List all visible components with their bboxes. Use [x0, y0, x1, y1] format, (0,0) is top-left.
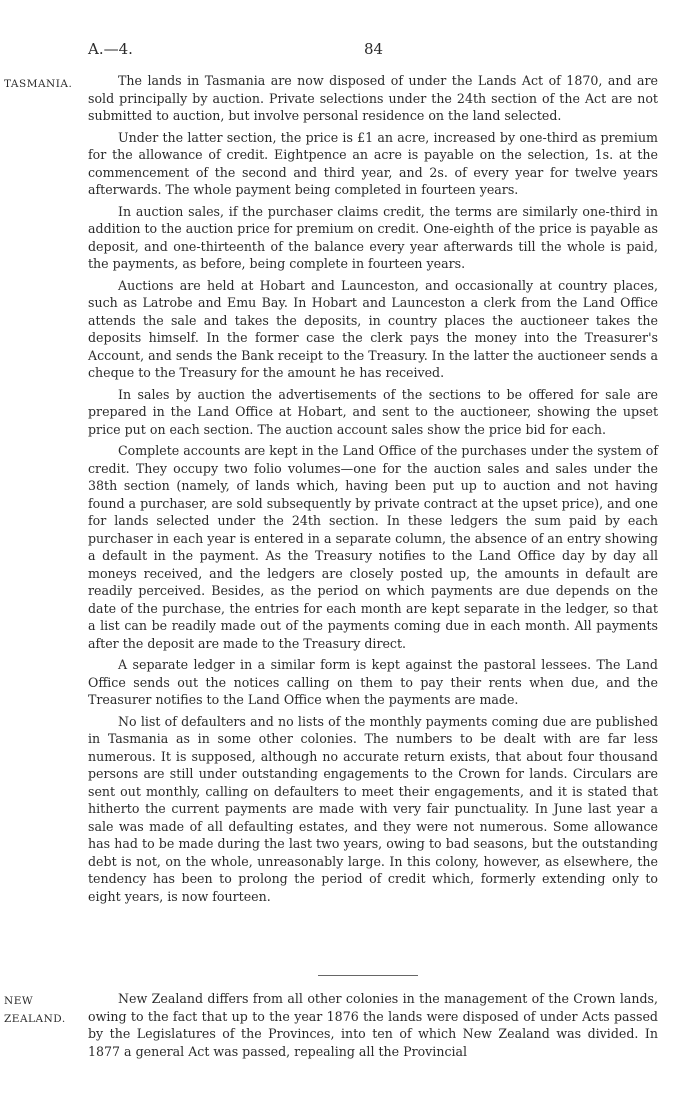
paragraph: No list of defaulters and no lists of the monthly payments coming due are published in Tasmania as in some other colonies. The numbers to be dealt with are far less numerous. It is supposed, although no accurate return exists, that about four thousand persons are still under outstanding engagements to the Crown for lands. Circulars are sent out monthly, calling on defaulters to meet their engagements, and it is stated that hitherto the current payments are made with very fair punctuality. In June last year a sale was made of all defaulting estates, and they were not numerous. Some allowance has had to be made during the last two years, owing to bad seasons, but the outstanding debt is not, on the whole, unreasonably large. In this colony, however, as elsewhere, the tendency has been to prolong the period of credit which, formerly extending only to eight years, is now fourteen. [88, 713, 658, 904]
paragraph: New Zealand differs from all other colonies in the management of the Crown lands, owing to the fact that up to the year 1876 the lands were disposed of under Acts passed by the Legislatures of the Provinces, into ten of which New Zealand was divided. In 1877 a general Act was passed, repealing all the Provincial [88, 991, 658, 1059]
document-reference: A.—4. [88, 40, 133, 58]
section-divider [318, 975, 418, 976]
paragraph: Complete accounts are kept in the Land Office of the purchases under the system of credit. They occupy two folio volumes—one for the auction sales and sales under the 38th section (namely, of lands which, having been put up to auction and not having found a purchaser, are sold subsequently by private contract at the upset price), and one for lands selected under the 24th section. In these ledgers the sum paid by each purchaser in each year is entered in a separate column, the absence of an entry showing a default in the payment. As the Treasury notifies to the Land Office day by day all moneys received, and the ledgers are closely posted up, the amounts in default are readily perceived. Besides, as the period on which payments are due depends on the date of the purchase, the entries for each month are kept separate in the ledger, so that a list can be readily made out of the payments coming due in each month. All payments after the deposit are made to the Treasury direct. [88, 443, 658, 651]
margin-note-new-zealand [4, 992, 80, 1028]
section-new-zealand [88, 990, 658, 1064]
page-number: 84 [364, 40, 384, 58]
section-tasmania [88, 72, 658, 909]
paragraph: A separate ledger in a similar form is kept against the pastoral lessees. The Land Office sends out the notices calling on them to pay their rents when due, and the Treasurer notifies to the Land Office when the payments are made. [88, 657, 658, 707]
paragraph: Under the latter section, the price is £1 an acre, increased by one-third as premium for the allowance of credit. Eightpence an acre is payable on the selection, 1s. at the commencement of the second and third year, and 2s. of every year for twelve years afterwards. The whole payment being completed in fourteen years. [88, 129, 658, 197]
margin-note-line: ZEALAND. [4, 1013, 66, 1025]
paragraph: The lands in Tasmania are now disposed of under the Lands Act of 1870, and are sold principally by auction. Private selections under the 24th section of the Act are not submitted to auction, but involve personal residence on the land selected. [88, 73, 658, 123]
paragraph: In sales by auction the advertisements of the sections to be offered for sale are prepared in the Land Office at Hobart, and sent to the auctioneer, showing the upset price put on each section. The auction account sales show the price bid for each. [88, 386, 658, 437]
margin-note-tasmania [4, 75, 80, 93]
margin-note-line: TASMANIA. [4, 78, 73, 90]
margin-note-line: NEW [4, 995, 34, 1007]
paragraph: In auction sales, if the purchaser claims credit, the terms are similarly one-third in addition to the auction price for premium on credit. One-eighth of the price is payable as deposit, and one-thirteenth of the balance every year afterwards till the whole is paid, the payments, as before, being complete in fourteen years. [88, 203, 658, 271]
page-header [88, 40, 662, 60]
paragraph: Auctions are held at Hobart and Launceston, and occasionally at country places, such as Latrobe and Emu Bay. In Hobart and Launceston a clerk from the Land Office attends the sale and takes the deposits, in country places the auctioneer takes the deposits himself. In the former case the clerk pays the money into the Treasurer's Account, and sends the Bank receipt to the Treasury. In the latter the auctioneer sends a cheque to the Treasury for the amount he has received. [88, 277, 658, 380]
